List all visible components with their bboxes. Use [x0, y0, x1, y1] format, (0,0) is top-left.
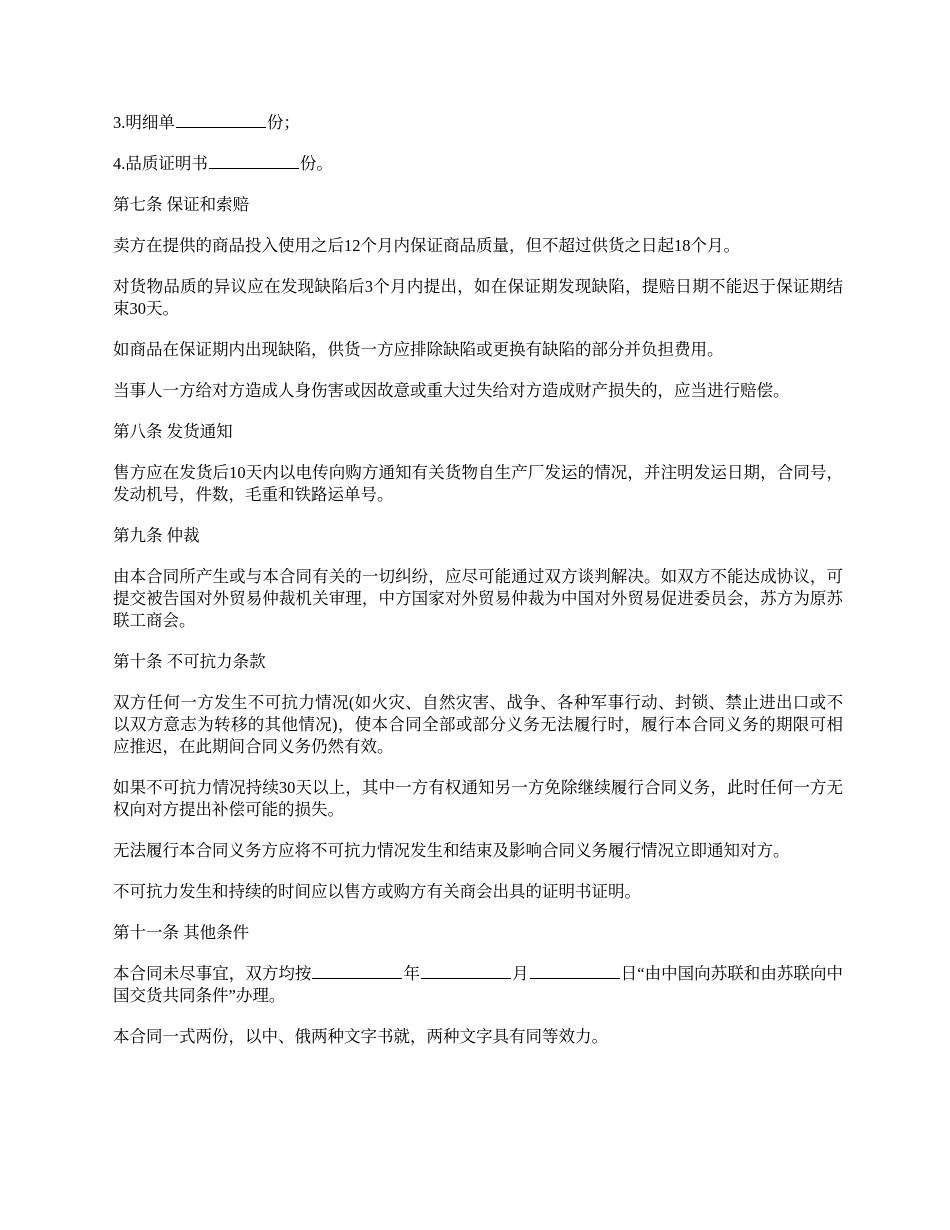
- paragraph: 当事人一方给对方造成人身伤害或因故意或重大过失给对方造成财产损失的，应当进行赔偿。: [113, 381, 790, 400]
- item-unit: 份。: [299, 154, 333, 173]
- article-10-heading: 第十条 不可抗力条款: [113, 652, 266, 671]
- clause-prefix: 本合同未尽事宜，双方均按: [113, 964, 312, 983]
- blank-line: [176, 112, 266, 128]
- article-9-heading: 第九条 仲裁: [113, 526, 200, 545]
- document-page: [113, 112, 843, 1067]
- paragraph: 无法履行本合同义务方应将不可抗力情况发生和结束及影响合同义务履行情况立即通知对方。: [113, 841, 790, 860]
- item-label: 4.品质证明书: [113, 154, 208, 173]
- paragraph: 不可抗力发生和持续的时间应以售方或购方有关商会出具的证明书证明。: [113, 882, 641, 901]
- blank-line: [530, 963, 620, 979]
- day-label: 日: [620, 964, 638, 983]
- item-detail-list: [113, 112, 843, 134]
- paragraph: 如果不可抗力情况持续30天以上，其中一方有权通知另一方免除继续履行合同义务，此时任何一方无权向对方提出补偿可能的损失。: [113, 778, 843, 819]
- paragraph: 卖方在提供的商品投入使用之后12个月内保证商品质量，但不超过供货之日起18个月。: [113, 236, 740, 255]
- item-quality-certificate: [113, 153, 843, 175]
- paragraph-date-clause: [113, 963, 843, 1007]
- blank-line: [209, 153, 299, 169]
- blank-line: [312, 963, 402, 979]
- clause-suffix: “由中国向苏联和由苏联向中国交货共同条件”办理。: [113, 964, 843, 1005]
- article-8-heading: 第八条 发货通知: [113, 422, 233, 441]
- article-11-heading: 第十一条 其他条件: [113, 923, 250, 942]
- paragraph: 由本合同所产生或与本合同有关的一切纠纷，应尽可能通过双方谈判解决。如双方不能达成协议，可提交被告国对外贸易仲裁机关审理，中方国家对外贸易仲裁为中国对外贸易促进委员会，苏方为原苏联工商会。: [113, 567, 843, 630]
- year-label: 年: [403, 964, 421, 983]
- paragraph: 如商品在保证期内出现缺陷，供货一方应排除缺陷或更换有缺陷的部分并负担费用。: [113, 340, 724, 359]
- paragraph: 对货物品质的异议应在发现缺陷后3个月内提出，如在保证期发现缺陷，提赔日期不能迟于保证期结束30天。: [113, 277, 843, 318]
- paragraph: 本合同一式两份，以中、俄两种文字书就，两种文字具有同等效力。: [113, 1027, 608, 1046]
- blank-line: [421, 963, 511, 979]
- month-label: 月: [512, 964, 529, 983]
- paragraph: 售方应在发货后10天内以电传向购方通知有关货物自生产厂发运的情况，并注明发运日期，合同号，发动机号，件数，毛重和铁路运单号。: [113, 463, 843, 504]
- paragraph: 双方任何一方发生不可抗力情况(如火灾、自然灾害、战争、各种军事行动、封锁、禁止进出口或不以双方意志为转移的其他情况)，使本合同全部或部分义务无法履行时，履行本合同义务的期限可相应推迟，在此期间合同义务仍然有效。: [113, 693, 843, 756]
- item-unit: 份；: [266, 113, 300, 132]
- item-label: 3.明细单: [113, 113, 175, 132]
- article-7-heading: 第七条 保证和索赔: [113, 195, 250, 214]
